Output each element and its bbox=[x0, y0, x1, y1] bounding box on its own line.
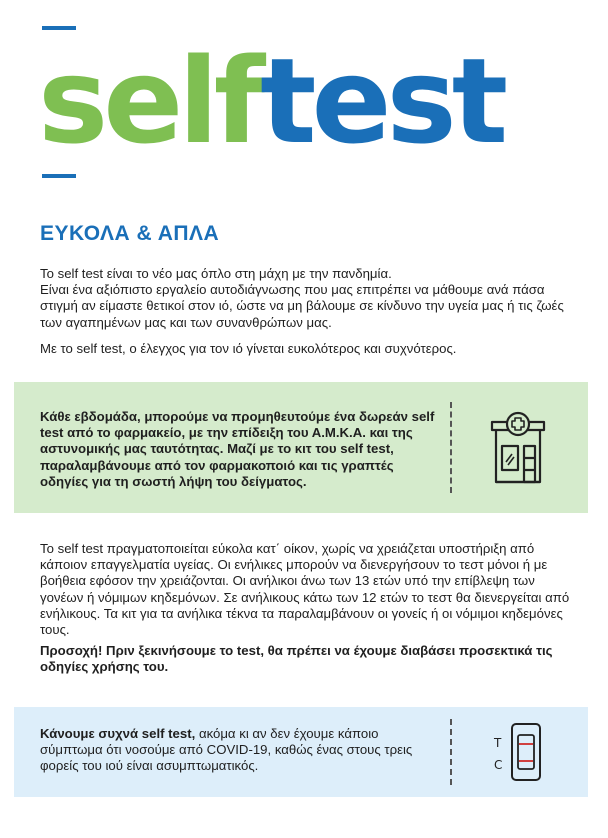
intro-summary: Με το self test, ο έλεγχος για τον ιό γίνεται ευκολότερος και συχνότερος. bbox=[40, 341, 457, 356]
frequent-testing-box bbox=[14, 707, 588, 797]
pharmacy-icon bbox=[488, 410, 548, 486]
bottom-accent-line bbox=[42, 174, 76, 178]
test-cassette-icon bbox=[492, 721, 564, 783]
frequent-testing-text bbox=[40, 726, 440, 775]
section-heading: ΕΥΚΟΛΑ & ΑΠΛΑ bbox=[40, 222, 220, 245]
frequent-testing-rest: ακόμα κι αν δεν έχουμε κάποιο σύμπτωμα ότι νοσούμε από COVID-19, καθώς ένας στους τρεις φορείς του ιού είναι ασυμπτωματικός. bbox=[40, 726, 413, 774]
intro-line-2: Είναι ένα αξιόπιστο εργαλείο αυτοδιάγνωσης που μας επιτρέπει να μάθουμε ανά πάσα στιγμή αν είμαστε θετικοί στον ιό, ώστε να μη βάλουμε σε κίνδυνο την υγεία μας ή τις ζωές των αγαπημένων μας και των συνανθρώπων μας. bbox=[40, 282, 564, 330]
dashed-divider bbox=[450, 402, 452, 493]
intro-paragraph bbox=[40, 266, 570, 331]
intro-line-1: Το self test είναι το νέο μας όπλο στη μάχη με την πανδημία. bbox=[40, 266, 392, 281]
logo-self: self bbox=[38, 32, 261, 170]
label-c: C bbox=[494, 758, 503, 772]
warning-paragraph: Προσοχή! Πριν ξεκινήσουμε το test, θα πρέπει να έχουμε διαβάσει προσεκτικά τις οδηγίες χρήσης του. bbox=[40, 643, 553, 675]
selftest-logo bbox=[38, 26, 503, 176]
label-t: T bbox=[494, 736, 502, 750]
frequent-testing-bold: Κάνουμε συχνά self test, bbox=[40, 726, 196, 741]
pharmacy-info-box bbox=[14, 382, 588, 513]
home-use-paragraph: Το self test πραγματοποιείται εύκολα κατ΄ οίκον, χωρίς να χρειάζεται υποστήριξη από κάποιον επαγγελματία υγείας. Οι ενήλικες μπορούν να διενεργήσουν το τεστ μόνοι ή με βοήθεια εφόσον την χρειάζονται. Οι ανήλικοι άνω των 13 ετών υπό την επίβλεψη των γονέων ή νόμιμων κηδεμόνων. Σε ανήλικους κάτω των 12 ετών το τεστ θα διενεργείται από ενήλικους. Τα κιτ για τα ανήλικα τέκνα τα παραλαμβάνουν οι γονείς ή οι νόμιμοι κηδεμόνες τους. bbox=[40, 541, 570, 638]
dashed-divider bbox=[450, 719, 452, 785]
pharmacy-info-text: Κάθε εβδομάδα, μπορούμε να προμηθευτούμε ένα δωρεάν self test από το φαρμακείο, με την επίδειξη του Α.Μ.Κ.Α. και της αστυνομικής μας ταυτότητας. Μαζί με το κιτ του self test, παραλαμβάνουμε από τον φαρμακοποιό και τις γραπτές οδηγίες για τη σωστή λήψη του δείγματος. bbox=[40, 409, 435, 489]
logo-test: test bbox=[260, 32, 504, 170]
